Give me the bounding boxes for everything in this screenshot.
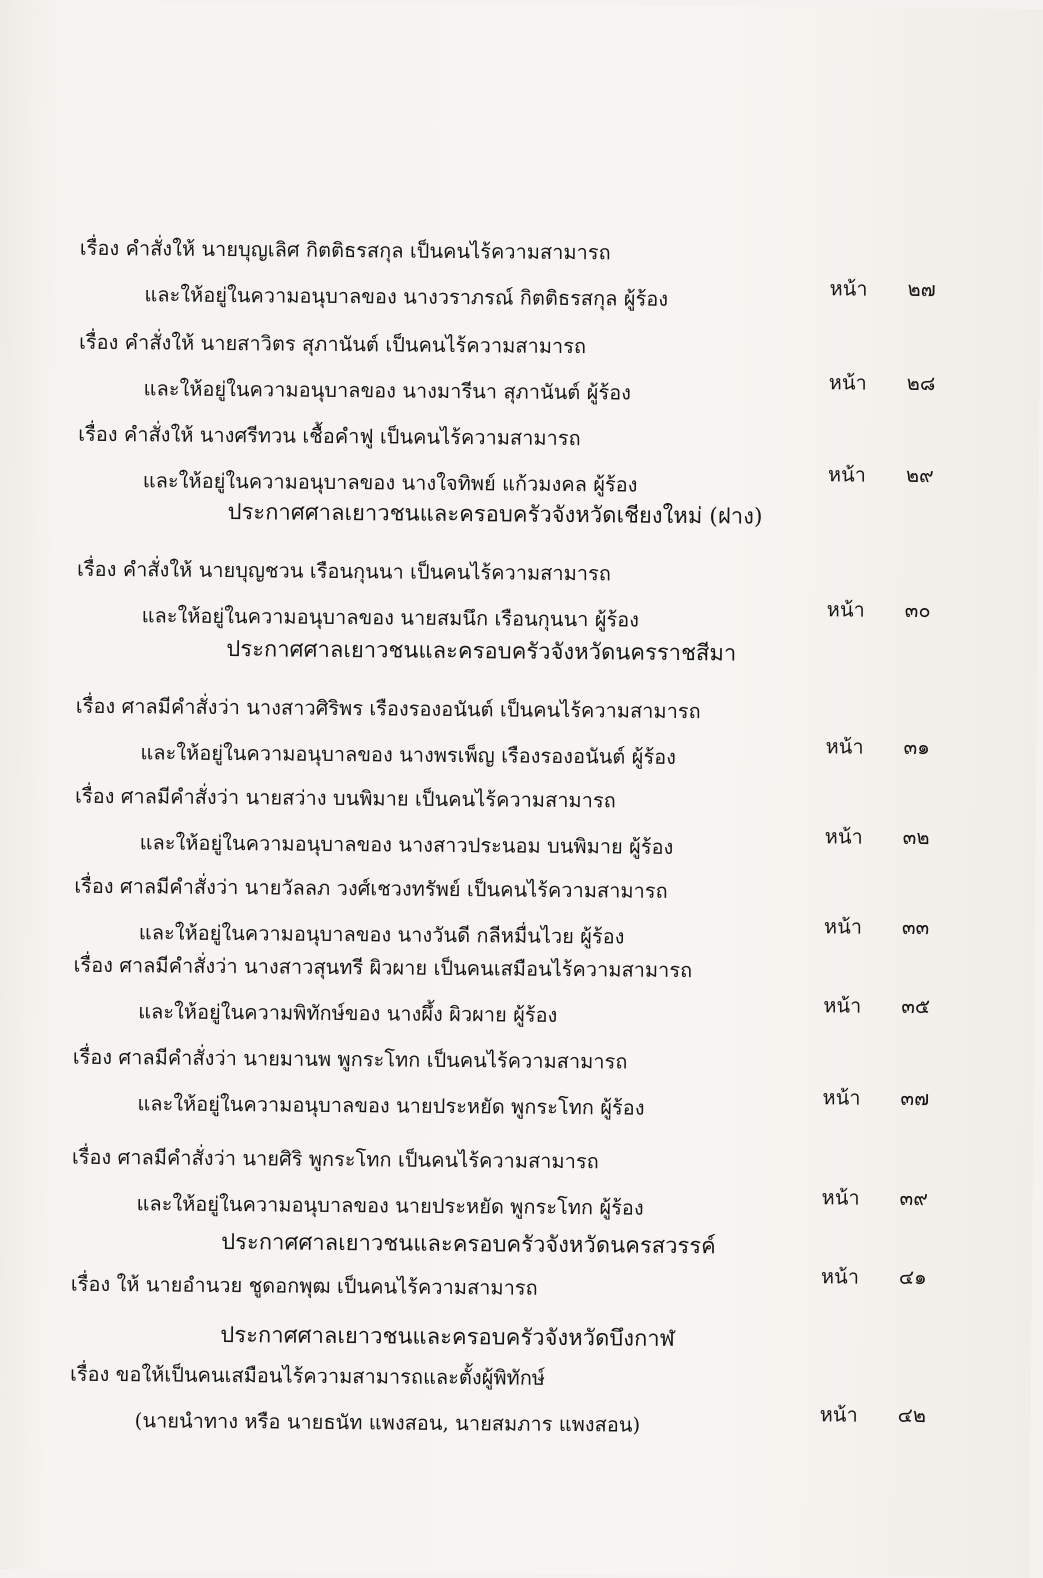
page-label: หน้า: [820, 1264, 860, 1289]
entry-title: เรื่อง คำสั่งให้ นายบุญชวน เรือนกุนนา เป็นคนไร้ความสามารถ: [76, 556, 612, 586]
page-label: หน้า: [824, 824, 863, 849]
page-number: ๓๙: [899, 1185, 929, 1211]
section-heading: ประกาศศาลเยาวชนและครอบครัวจังหวัดนครสวรรค์: [221, 1229, 716, 1260]
entry-title: เรื่อง ศาลมีคำสั่งว่า นายสว่าง บนพิมาย เป็นคนไร้ความสามารถ: [74, 783, 616, 813]
page-number: ๓๕: [901, 993, 931, 1019]
page-number: ๔๑: [898, 1264, 927, 1290]
page-number: ๓๐: [904, 597, 931, 623]
page-label: หน้า: [823, 914, 863, 939]
page-number: ๒๙: [905, 462, 934, 488]
entry-title: เรื่อง ศาลมีคำสั่งว่า นางสาวสุนทรี ผิวผาย เป็นคนเสมือนไร้ความสามารถ: [73, 952, 693, 983]
entry-detail: และให้อยู่ในความอนุบาลของ นางวราภรณ์ กิตติธรสกุล ผู้ร้อง: [144, 282, 669, 311]
page-label: หน้า: [828, 370, 867, 395]
entry-detail: และให้อยู่ในความอนุบาลของ นางสาวประนอม บนพิมาย ผู้ร้อง: [139, 830, 674, 859]
entry-title: เรื่อง คำสั่งให้ นายบุญเลิศ กิตติธรสกุล เป็นคนไร้ความสามารถ: [79, 235, 611, 265]
entry-detail: และให้อยู่ในความอนุบาลของ นางพรเพ็ญ เรืองรองอนันต์ ผู้ร้อง: [140, 740, 677, 769]
entry-detail: และให้อยู่ในความอนุบาลของ นายสมนึก เรือนกุนนา ผู้ร้อง: [141, 603, 640, 632]
entry-detail: และให้อยู่ในความอนุบาลของ นางวันดี กลีหมื่นไวย ผู้ร้อง: [138, 920, 625, 949]
entry-detail: และให้อยู่ในความอนุบาลของ นางมารีนา สุภานันต์ ผู้ร้อง: [143, 376, 632, 405]
entry-detail: และให้อยู่ในความพิทักษ์ของ นางผึ้ง ผิวผาย ผู้ร้อง: [138, 999, 558, 1027]
page-number: ๓๓: [901, 914, 930, 940]
page-number: ๒๗: [907, 276, 936, 302]
entry-title: เรื่อง คำสั่งให้ นายสาวิตร สุภานันต์ เป็นคนไร้ความสามารถ: [78, 329, 587, 359]
section-heading: ประกาศศาลเยาวชนและครอบครัวจังหวัดเชียงใหม่ (ฝาง): [227, 500, 763, 530]
entry-title: เรื่อง ศาลมีคำสั่งว่า นางสาวศิริพร เรืองรองอนันต์ เป็นคนไร้ความสามารถ: [75, 693, 701, 724]
entry-detail: (นายนำทาง หรือ นายธนัท แพงสอน, นายสมภาร แพงสอน): [134, 1408, 641, 1437]
entry-title: เรื่อง ศาลมีคำสั่งว่า นายมานพ พูกระโทก เป็นคนไร้ความสามารถ: [72, 1044, 628, 1074]
entry-title: เรื่อง ศาลมีคำสั่งว่า นายวัลลภ วงศ์เชวงทรัพย์ เป็นคนไร้ความสามารถ: [74, 873, 668, 903]
section-heading: ประกาศศาลเยาวชนและครอบครัวจังหวัดนครราชสีมา: [226, 637, 737, 667]
page-label: หน้า: [825, 734, 864, 759]
entry-detail: และให้อยู่ในความอนุบาลของ นายประหยัด พูกระโทก ผู้ร้อง: [137, 1091, 645, 1120]
entry-detail: และให้อยู่ในความอนุบาลของ นางใจทิพย์ แก้วมงคล ผู้ร้อง: [142, 468, 638, 497]
entry-title: เรื่อง ให้ นายอำนวย ชูดอกพุฒ เป็นคนไร้ความสามารถ: [70, 1271, 538, 1300]
entry-detail: และให้อยู่ในความอนุบาลของ นายประหยัด พูกระโทก ผู้ร้อง: [136, 1191, 644, 1220]
page-label: หน้า: [826, 597, 865, 622]
page-number: ๔๒: [897, 1402, 927, 1428]
page-label: หน้า: [821, 1185, 860, 1210]
entry-title: เรื่อง ศาลมีคำสั่งว่า นายศิริ พูกระโทก เป็นคนไร้ความสามารถ: [71, 1144, 599, 1174]
page-number: ๓๒: [902, 824, 930, 850]
entry-title: เรื่อง คำสั่งให้ นางศรีทวน เชื้อคำฟู เป็นคนไร้ความสามารถ: [78, 421, 581, 451]
section-heading: ประกาศศาลเยาวชนและครอบครัวจังหวัดบึงกาฬ: [220, 1322, 675, 1352]
page-number: ๓๗: [900, 1085, 930, 1111]
page-label: หน้า: [819, 1402, 858, 1427]
page-label: หน้า: [822, 1085, 861, 1110]
page-label: หน้า: [829, 276, 868, 301]
page-label: หน้า: [827, 462, 867, 487]
page-number: ๒๘: [906, 370, 936, 396]
page-number: ๓๑: [903, 734, 930, 760]
entry-title: เรื่อง ขอให้เป็นคนเสมือนไร้ความสามารถและตั้งผู้พิทักษ์: [69, 1361, 546, 1390]
page-label: หน้า: [823, 993, 862, 1018]
